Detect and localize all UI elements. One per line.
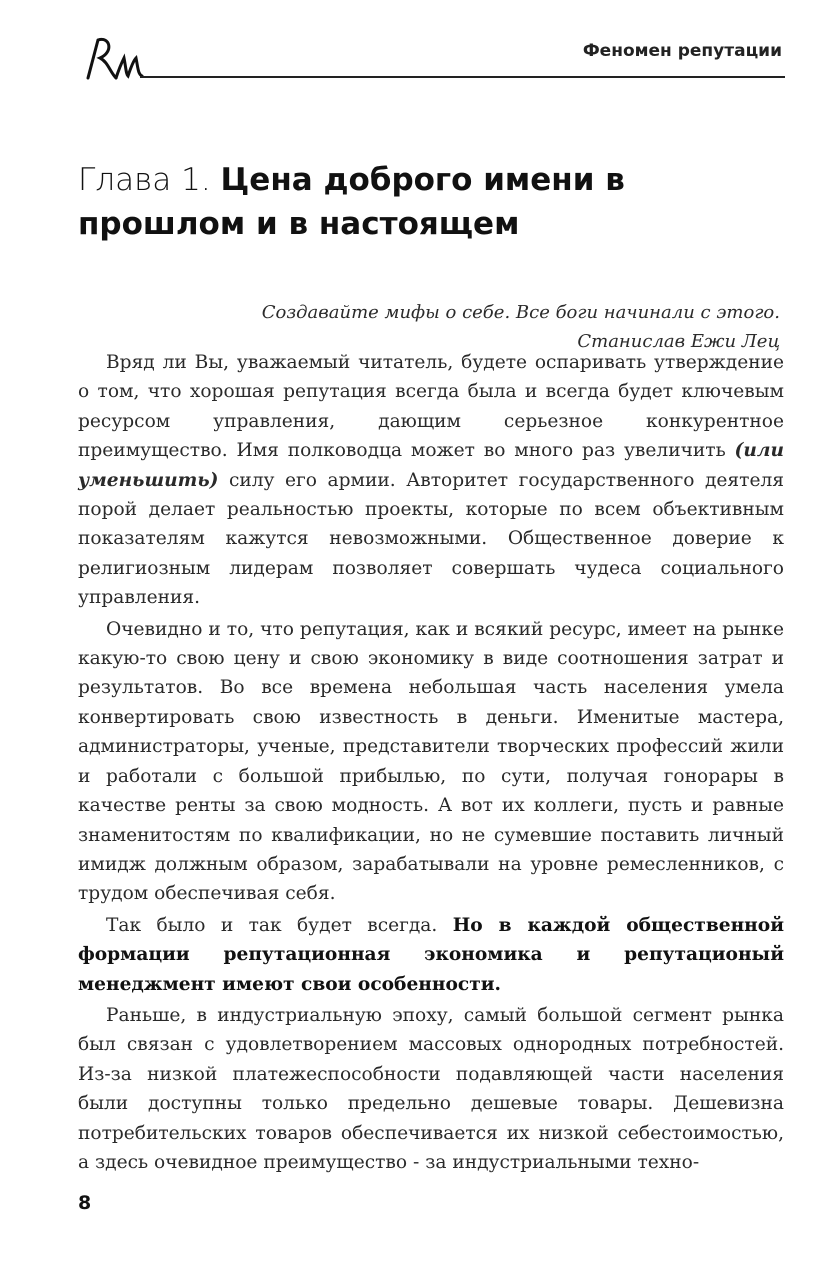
rm-signature-icon <box>78 28 168 90</box>
paragraph-1 <box>78 348 784 613</box>
chapter-number: Глава 1. <box>78 162 211 198</box>
epigraph-author: Станислав Ежи Лец <box>577 331 780 352</box>
page-number: 8 <box>78 1192 92 1214</box>
epigraph-quote: Создавайте мифы о себе. Все боги начинали с этого. <box>261 302 780 323</box>
body-text <box>78 348 784 1177</box>
paragraph-3 <box>78 911 784 999</box>
paragraph-4: Раньше, в индустриальную эпоху, самый большой сегмент рынка был связан с удовлетворением массовых однородных потребностей. Из-за низкой платежеспособности подавляющей части населения были доступны только предельно дешевые товары. Дешевизна потребительских товаров обеспечивается их низкой себестоимостью, а здесь очевидное преимущество - за индустриальными техно- <box>78 1004 784 1173</box>
paragraph-1-emphasis: (или уменьшить) <box>78 440 784 491</box>
paragraph-1-rest: силу его армии. Авторитет государственного деятеля порой делает реальностью проекты, которые по всем объективным показателям кажутся невозможными. Общественное доверие к религиозным лидерам позволяет совершать чудеса социального управления. <box>78 469 784 609</box>
header-rule <box>140 76 785 78</box>
running-head: Феномен репутации <box>582 41 782 61</box>
paragraph-1-start: Вряд ли Вы, уважаемый читатель, будете оспаривать утверждение о том, что хорошая репутация всегда была и всегда будет ключевым ресурсом управления, дающим серьезное конкурентное преимущество. Имя полководца может во много раз увеличить <box>78 352 784 462</box>
paragraph-3-start: Так было и так будет всегда. <box>106 914 438 936</box>
chapter-heading: Цена доброго имени в прошлом и в настоящем <box>78 162 625 242</box>
paragraph-2: Очевидно и то, что репутация, как и всякий ресурс, имеет на рынке какую-то свою цену и свою экономику в виде соотношения затрат и результатов. Во все времена небольшая часть населения умела конвертировать свою известность в деньги. Именитые мастера, администраторы, ученые, представители творческих профессий жили и работали с большой прибылью, по сути, получая гонорары в качестве ренты за свою модность. А вот их коллеги, пусть и равные знаменитостям по квалификации, но не сумевшие поставить личный имидж должным образом, зарабатывали на уровне ремесленников, с трудом обеспечивая себя. <box>78 618 784 905</box>
paragraph-3-bold: Но в каждой общественной формации репутационная экономика и репутационый менеджмент имеют свои особенности. <box>78 914 784 995</box>
chapter-title <box>78 158 778 246</box>
